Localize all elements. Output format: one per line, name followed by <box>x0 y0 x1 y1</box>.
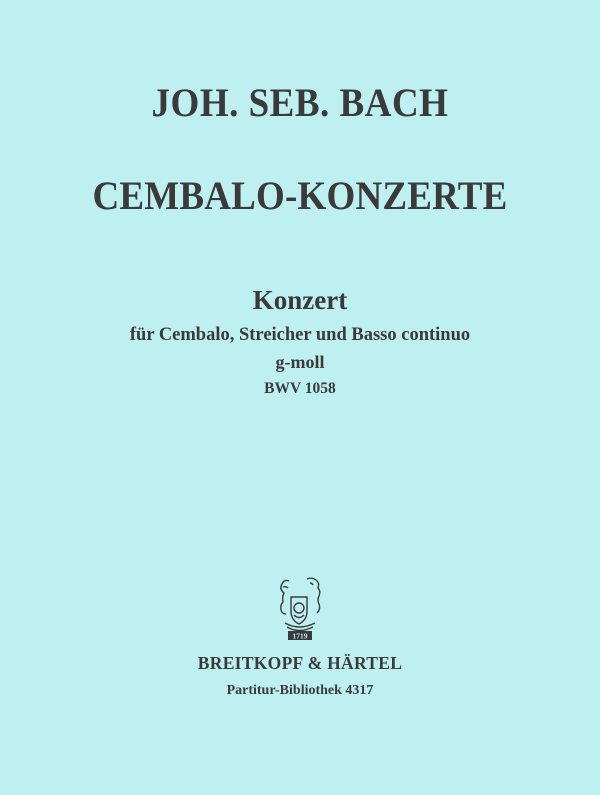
collection-title: CEMBALO-KONZERTE <box>92 173 508 220</box>
series-number: Partitur-Bibliothek 4317 <box>226 683 374 698</box>
logo-year: 1719 <box>292 631 308 641</box>
instrumentation: für Cembalo, Streicher und Basso continuo <box>129 325 471 345</box>
catalog-number: BWV 1058 <box>264 380 336 397</box>
key-signature: g-moll <box>275 352 325 372</box>
work-title: Konzert <box>252 285 348 315</box>
publisher-name: BREITKOPF & HÄRTEL <box>197 653 403 673</box>
lion-and-bear-crest-icon <box>273 575 329 643</box>
composer-name: JOH. SEB. BACH <box>151 80 449 127</box>
